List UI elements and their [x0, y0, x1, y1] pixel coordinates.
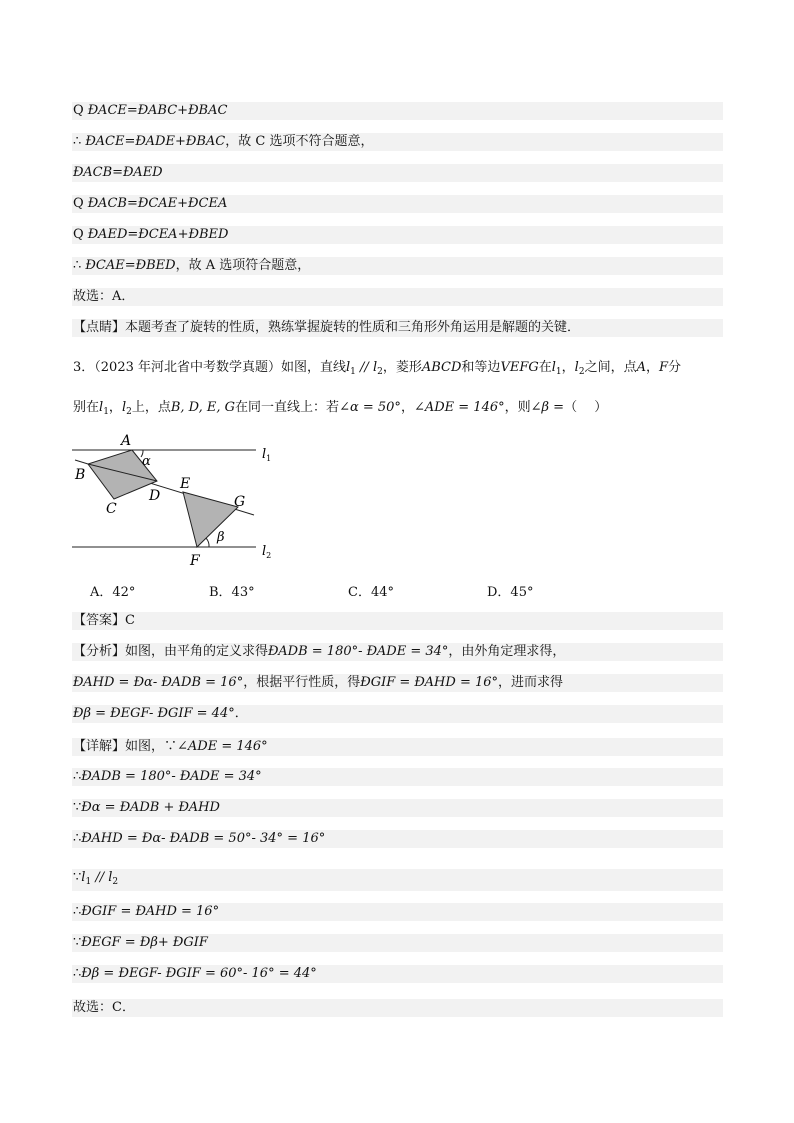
- solution-line-1: Q ÐACE=ÐABC+ÐBAC: [72, 102, 723, 120]
- answer-line: 【答案】C: [72, 612, 723, 630]
- label-g: G: [234, 494, 246, 510]
- detail-line-4: ∴ÐAHD = Ðα- ÐADB = 50°- 34° = 16°: [72, 830, 723, 848]
- solution-line-3: ÐACB=ÐAED: [72, 164, 723, 182]
- option-a: A．42°: [90, 585, 136, 600]
- comment-prev: 【点睛】本题考查了旋转的性质，熟练掌握旋转的性质和三角形外角运用是解题的关键．: [72, 319, 723, 337]
- detail-line-5: $\because l_1 // l_2$: [72, 869, 723, 891]
- detail-line-7: ∵ÐEGF = Ðβ+ ÐGIF: [72, 934, 723, 952]
- label-c: C: [106, 501, 117, 517]
- analysis-line-2: ÐAHD = Ðα- ÐADB = 16°，根据平行性质，得ÐGIF = ÐAHD = 16°，进而求得: [72, 674, 723, 692]
- option-c: C．44°: [348, 585, 394, 600]
- select-answer-prev: 故选：A．: [72, 288, 723, 306]
- label-beta: β: [217, 530, 225, 545]
- answer-options: [90, 581, 650, 599]
- solution-line-4: Q ÐACB=ÐCAE+ÐCEA: [72, 195, 723, 213]
- detail-line-8: ∴Ðβ = ÐEGF- ÐGIF = 60°- 16° = 44°: [72, 965, 723, 983]
- select-answer: 故选：C．: [72, 999, 723, 1017]
- question-3-line-2: 别在$l_1$，$l_2$上，点B, D, E, G在同一直线上：若∠α = 50°，∠ADE = 146°，则∠β =（ ）: [73, 400, 608, 417]
- label-d: D: [149, 488, 161, 504]
- triangle-efg: [183, 492, 238, 547]
- option-d: D．45°: [487, 585, 534, 600]
- angle-beta-arc: [206, 538, 209, 547]
- detail-line-2: ∴ÐADB = 180°- ÐADE = 34°: [72, 768, 723, 786]
- detail-line-3: ∵Ðα = ÐADB + ÐAHD: [72, 799, 723, 817]
- label-alpha: α: [142, 454, 151, 469]
- label-l1: $l_1$: [262, 447, 272, 463]
- detail-line-1: 【详解】如图，∵∠ADE = 146°: [72, 738, 723, 756]
- analysis-line-3: Ðβ = ÐEGF- ÐGIF = 44°．: [72, 705, 723, 723]
- analysis-line-1: 【分析】如图，由平角的定义求得ÐADB = 180°- ÐADE = 34°，由外角定理求得，: [72, 643, 723, 661]
- option-b: B．43°: [209, 585, 255, 600]
- detail-line-6: ∴ÐGIF = ÐAHD = 16°: [72, 903, 723, 921]
- solution-line-2: ∴ ÐACE=ÐADE+ÐBAC，故 C 选项不符合题意，: [72, 133, 723, 151]
- solution-line-5: Q ÐAED=ÐCEA+ÐBED: [72, 226, 723, 244]
- label-a: A: [121, 433, 132, 449]
- solution-line-6: ∴ ÐCAE=ÐBED，故 A 选项符合题意，: [72, 257, 723, 275]
- question-3-line-1: 3．（2023 年河北省中考数学真题）如图，直线$l_1 // l_2$，菱形ABCD和等边VEFG在$l_1$，$l_2$之间，点A，F分: [73, 360, 682, 377]
- label-l2: $l_2$: [262, 544, 272, 560]
- label-e: E: [180, 476, 191, 492]
- label-b: B: [75, 467, 86, 483]
- label-f: F: [190, 553, 200, 569]
- geometry-figure: [72, 430, 282, 570]
